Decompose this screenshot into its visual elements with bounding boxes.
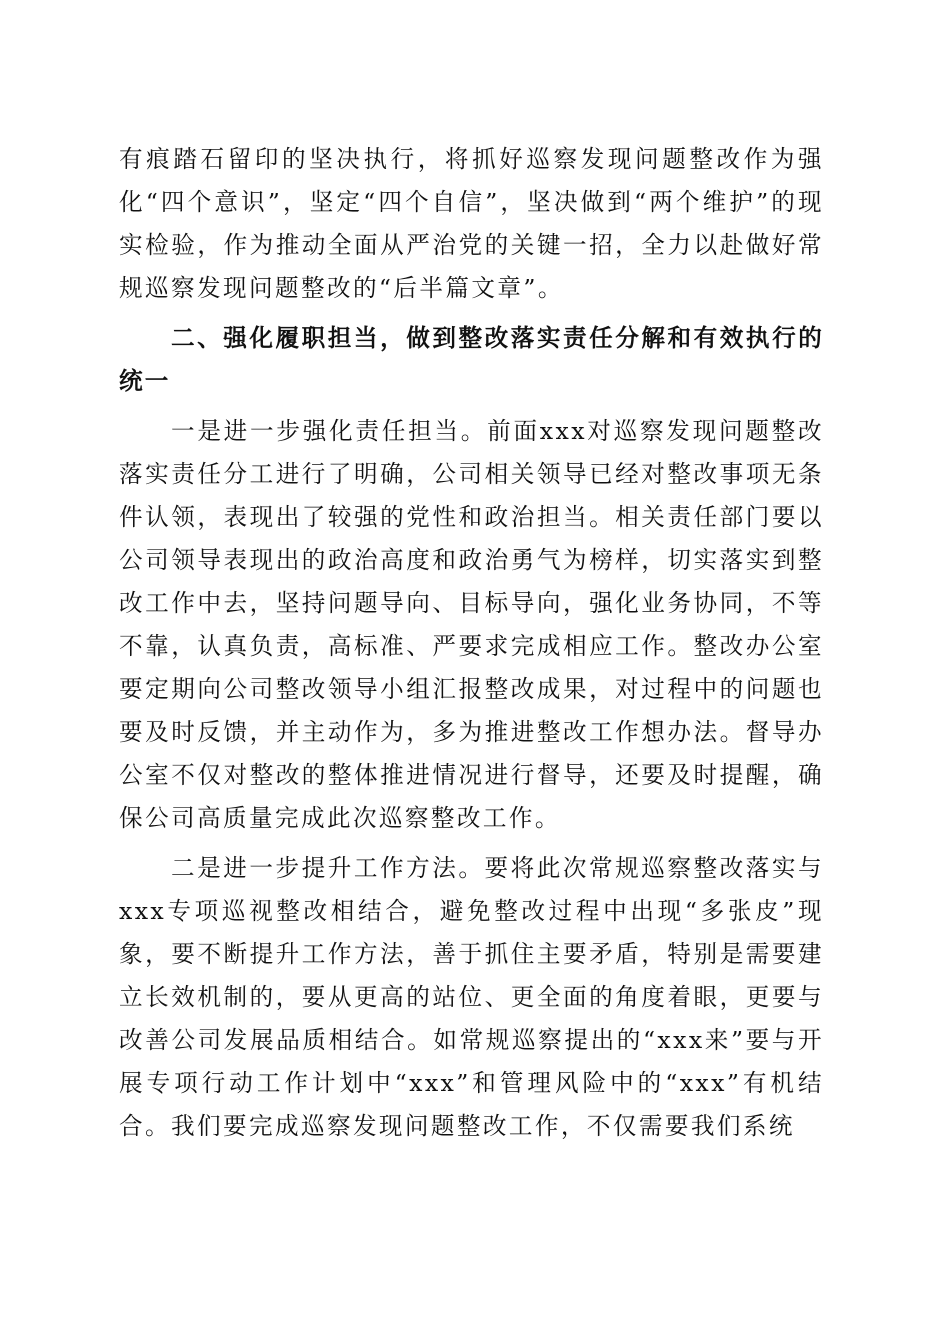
section-heading-text: 二、强化履职担当，做到整改落实责任分解和有效执行的统一 [119,324,824,395]
paragraph-responsibility [119,410,824,840]
paragraph-text: 有痕踏石留印的坚决执行，将抓好巡察发现问题整改作为强化“四个意识”，坚定“四个自信”，坚决做到“两个维护”的现实检验，作为推动全面从严治党的关键一招，全力以赴做好常规巡察发现问题整改的“后半篇文章”。 [119,145,824,302]
section-heading [119,317,824,403]
paragraph-lead: 一是进一步强化责任担当。 [171,417,488,445]
paragraph-text: 要将此次常规巡察整改落实与xxx专项巡视整改相结合，避免整改过程中出现“多张皮”现象，要不断提升工作方法，善于抓住主要矛盾，特别是需要建立长效机制的，要从更高的站位、更全面的角度着眼，更要与改善公司发展品质相结合。如常规巡察提出的“xxx来”要与开展专项行动工作计划中“xxx”和管理风险中的“xxx”有机结合。我们要完成巡察发现问题整改工作，不仅需要我们系统 [119,854,824,1140]
paragraph-text: 前面xxx对巡察发现问题整改落实责任分工进行了明确，公司相关领导已经对整改事项无条件认领，表现出了较强的党性和政治担当。相关责任部门要以公司领导表现出的政治高度和政治勇气为榜样，切实落实到整改工作中去，坚持问题导向、目标导向，强化业务协同，不等不靠，认真负责，高标准、严要求完成相应工作。整改办公室要定期向公司整改领导小组汇报整改成果，对过程中的问题也要及时反馈，并主动作为，多为推进整改工作想办法。督导办公室不仅对整改的整体推进情况进行督导，还要及时提醒，确保公司高质量完成此次巡察整改工作。 [119,417,824,832]
paragraph-methods [119,847,824,1148]
paragraph-continuation [119,138,824,310]
paragraph-lead: 二是进一步提升工作方法。 [171,854,485,882]
document-body [119,138,824,1148]
